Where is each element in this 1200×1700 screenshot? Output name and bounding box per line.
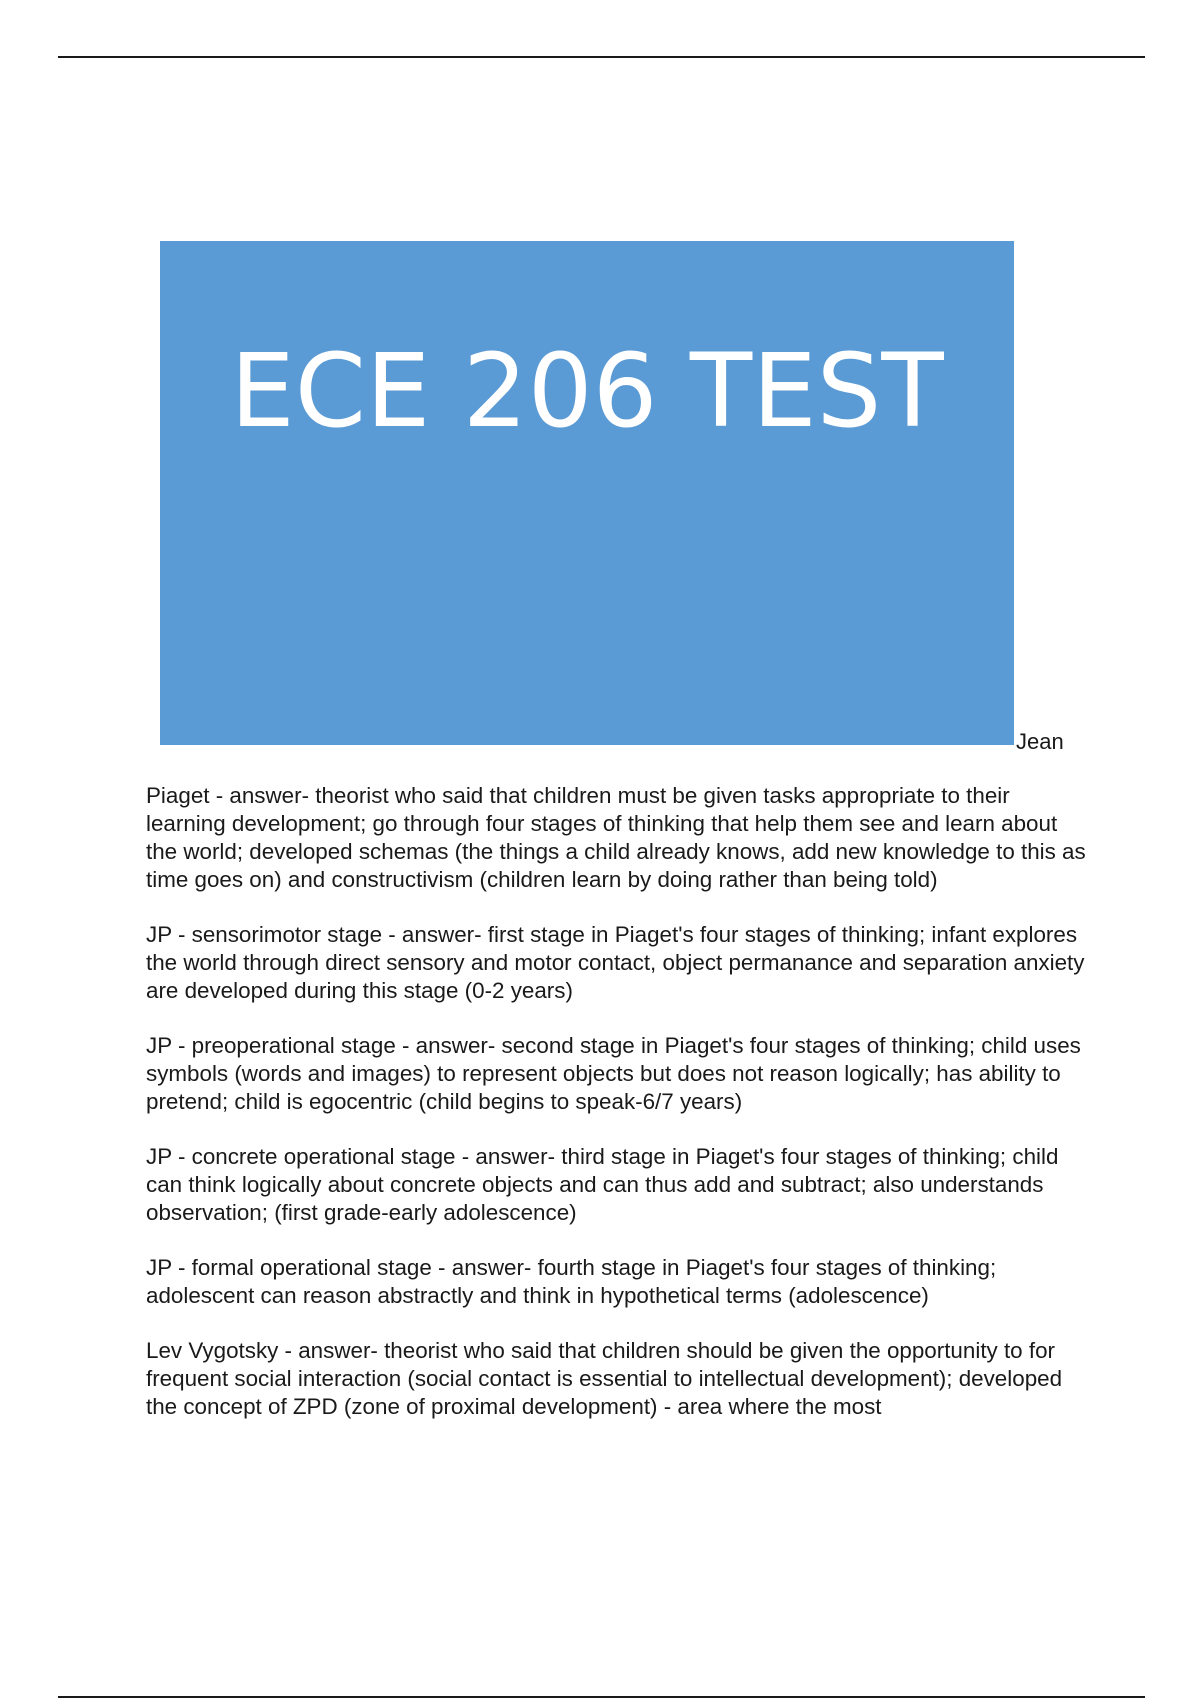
trailing-word: Jean — [1016, 729, 1064, 754]
flashcard-entry-preoperational: JP - preoperational stage - answer- second stage in Piaget's four stages of thinking; child uses symbols (words and images) to represent objects but does not reason logically; has ability to pretend; child is egocentric (child begins to speak-6/7 years) — [146, 1033, 1081, 1114]
footer-rule — [58, 1696, 1145, 1698]
flashcard-entry-sensorimotor: JP - sensorimotor stage - answer- first stage in Piaget's four stages of thinking; infant explores the world through direct sensory and motor contact, object permanance and separation anxiety are developed during this stage (0-2 years) — [146, 922, 1085, 1003]
flashcard-entry-concrete-operational: JP - concrete operational stage - answer- third stage in Piaget's four stages of thinking; child can think logically about concrete objects and can thus add and subtract; also understands observation; (first grade-early adolescence) — [146, 1144, 1059, 1225]
flashcard-entry-vygotsky: Lev Vygotsky - answer- theorist who said that children should be given the opportunity to for frequent social interaction (social contact is essential to intellectual development); developed the concept of ZPD (zone of proximal development) - area where the most — [146, 1338, 1063, 1419]
banner-title: ECE 206 TEST — [230, 332, 944, 451]
flashcard-list — [146, 782, 1086, 1448]
flashcard-entry-piaget: Piaget - answer- theorist who said that children must be given tasks appropriate to their learning development; go through four stages of thinking that help them see and learn about the world; developed schemas (the things a child already knows, add new knowledge to this as time goes on) and constructivism (children learn by doing rather than being told) — [146, 783, 1086, 892]
flashcard-entry-formal-operational: JP - formal operational stage - answer- fourth stage in Piaget's four stages of thinking; adolescent can reason abstractly and think in hypothetical terms (adolescence) — [146, 1255, 997, 1308]
header-rule — [58, 56, 1145, 58]
title-banner — [160, 241, 1014, 745]
